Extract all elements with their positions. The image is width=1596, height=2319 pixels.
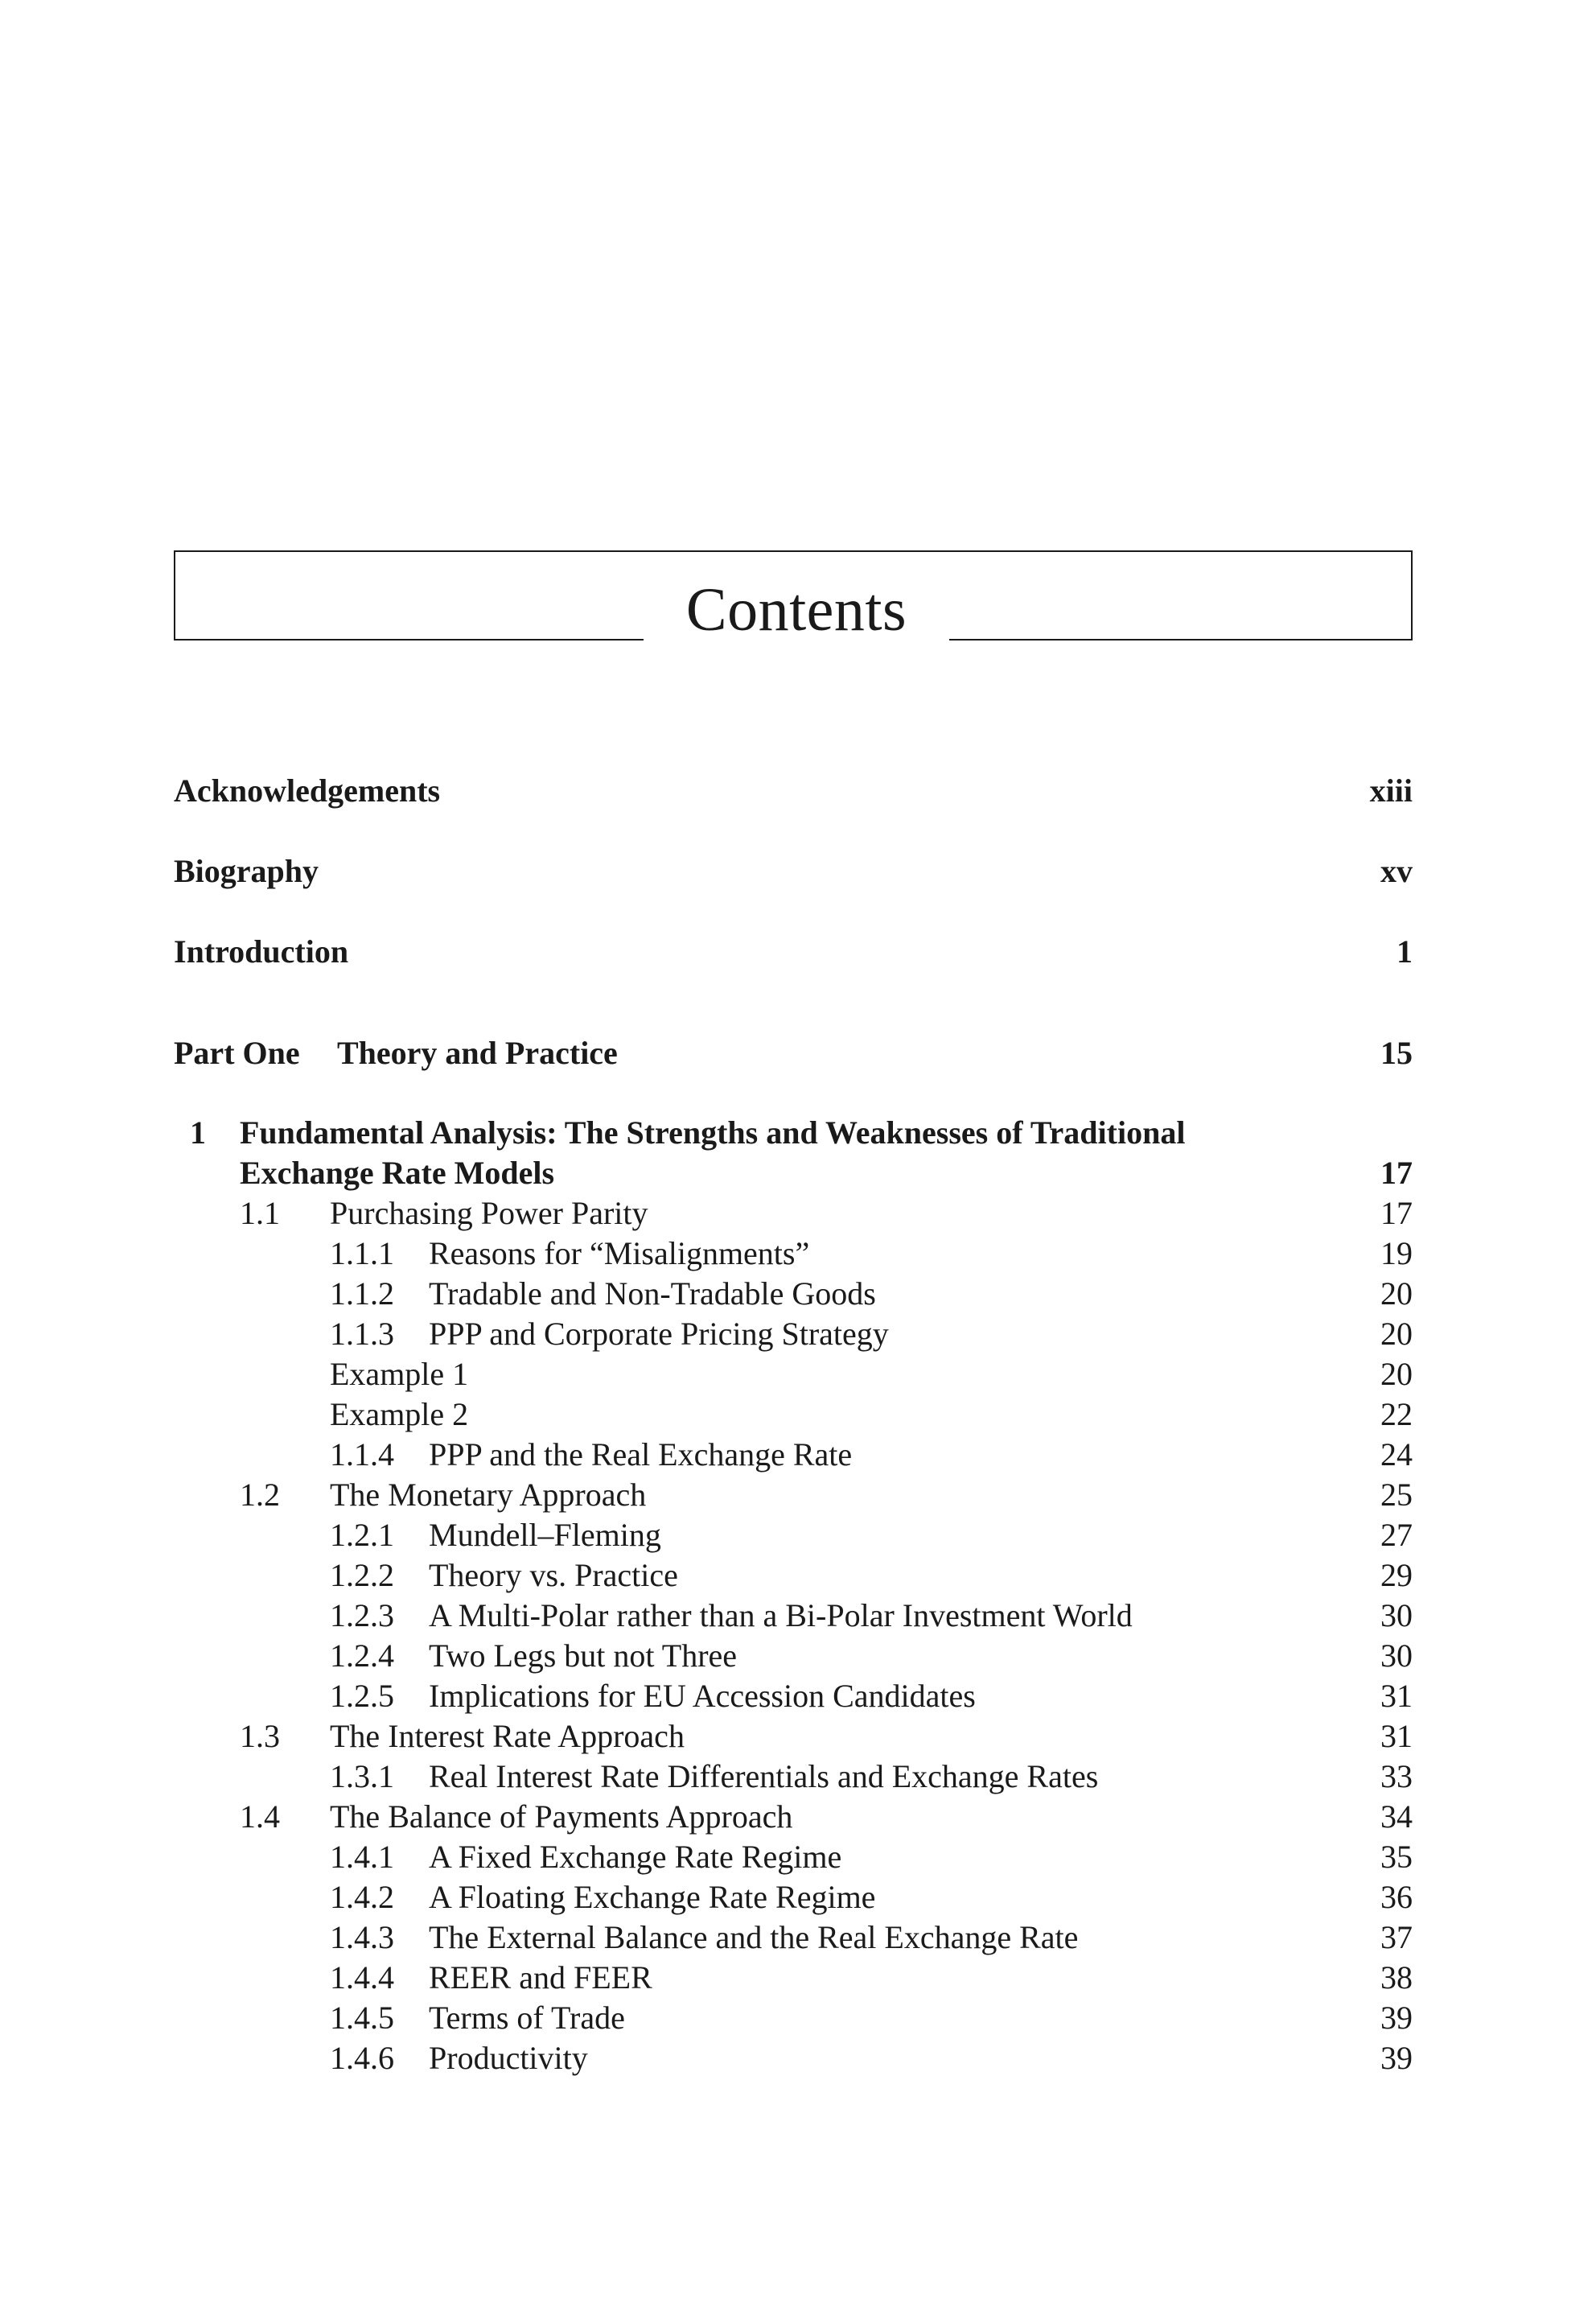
- toc-entry-label: Example 1: [330, 1356, 469, 1392]
- toc-entry-label: The Balance of Payments Approach: [330, 1798, 793, 1835]
- toc-entry-example: [174, 1354, 1413, 1394]
- toc-part-label: Theory and Practice: [337, 1035, 618, 1071]
- toc-entry-page: 36: [1380, 1879, 1413, 1915]
- toc-entry-number: 1.4.6: [330, 2040, 394, 2076]
- toc-entry: [174, 1636, 1413, 1676]
- toc-entry-page: 17: [1380, 1195, 1413, 1231]
- toc-entry-example: [174, 1394, 1413, 1435]
- toc-entry-page: 30: [1380, 1637, 1413, 1674]
- toc-entry-page: 30: [1380, 1597, 1413, 1633]
- toc-part-number: Part One: [174, 1035, 300, 1071]
- toc-entry-page: 19: [1380, 1235, 1413, 1271]
- toc-entry: [174, 1797, 1413, 1837]
- toc-entry-label: The External Balance and the Real Exchange Rate: [429, 1919, 1079, 1955]
- toc-entry-number: 1.2.3: [330, 1597, 394, 1633]
- toc-entry-label: Two Legs but not Three: [429, 1637, 738, 1674]
- toc-entry: [174, 1555, 1413, 1596]
- toc-entry-label: A Floating Exchange Rate Regime: [429, 1879, 876, 1915]
- toc-entry: [174, 1958, 1413, 1998]
- toc-entry: [174, 1435, 1413, 1475]
- toc-entry-number: 1.4.5: [330, 2000, 394, 2036]
- toc-entry: [174, 1716, 1413, 1757]
- toc-entry-page: 33: [1380, 1758, 1413, 1794]
- toc-chapter-page: 17: [1380, 1155, 1413, 1191]
- toc-entry: [174, 1596, 1413, 1636]
- toc-entry-acknowledgements: [174, 771, 1413, 811]
- toc-entry: [174, 1837, 1413, 1877]
- toc-entry-label: Theory vs. Practice: [429, 1557, 678, 1593]
- toc-entry-label: A Multi-Polar rather than a Bi-Polar Investment World: [429, 1597, 1133, 1633]
- toc-entry-label: REER and FEER: [429, 1959, 652, 1996]
- toc-entry-label: Introduction: [174, 933, 349, 970]
- toc-entry-page: xiii: [1369, 772, 1413, 809]
- toc-entry-number: 1.1.2: [330, 1275, 394, 1312]
- toc-entry: [174, 1917, 1413, 1958]
- toc-entry-label: Tradable and Non-Tradable Goods: [429, 1275, 876, 1312]
- toc-entry-number: 1.2.2: [330, 1557, 394, 1593]
- toc-entry-number: 1.4.2: [330, 1879, 394, 1915]
- toc-entry-number: 1.4.3: [330, 1919, 394, 1955]
- toc-entry: [174, 1676, 1413, 1716]
- toc-part-page: 15: [1380, 1035, 1413, 1071]
- toc-entry-page: 35: [1380, 1839, 1413, 1875]
- toc-entry-page: 38: [1380, 1959, 1413, 1996]
- toc-entry: [174, 1314, 1413, 1354]
- toc-entry: [174, 1757, 1413, 1797]
- toc-chapter-1-continued: [174, 1153, 1413, 1193]
- toc-entry-label: Productivity: [429, 2040, 588, 2076]
- toc-entry-page: 24: [1380, 1436, 1413, 1473]
- toc-entry-label: Reasons for “Misalignments”: [429, 1235, 810, 1271]
- toc-entry-page: 39: [1380, 2040, 1413, 2076]
- toc-entry-number: 1.1.4: [330, 1436, 394, 1473]
- toc-entry-page: xv: [1380, 853, 1413, 889]
- toc-entry-label: Terms of Trade: [429, 2000, 625, 2036]
- toc-entry-page: 20: [1380, 1275, 1413, 1312]
- toc-entry-label: Mundell–Fleming: [429, 1517, 661, 1553]
- toc-entry-page: 29: [1380, 1557, 1413, 1593]
- toc-entry-number: 1.3: [240, 1718, 280, 1754]
- toc-entry: [174, 1475, 1413, 1515]
- toc-chapter-number: 1: [190, 1114, 206, 1151]
- toc-entry-page: 31: [1380, 1678, 1413, 1714]
- toc-entry-label: PPP and the Real Exchange Rate: [429, 1436, 853, 1473]
- toc-entry-number: 1.2.5: [330, 1678, 394, 1714]
- toc-entry-number: 1.1.3: [330, 1316, 394, 1352]
- toc-entry-label: The Interest Rate Approach: [330, 1718, 685, 1754]
- toc-entry-number: 1.1: [240, 1195, 280, 1231]
- toc-entry-page: 39: [1380, 2000, 1413, 2036]
- toc-entry-page: 22: [1380, 1396, 1413, 1432]
- toc-entry-label: Implications for EU Accession Candidates: [429, 1678, 976, 1714]
- toc-chapter-label-line1: Fundamental Analysis: The Strengths and Weaknesses of Traditional: [240, 1114, 1186, 1151]
- toc-entry: [174, 1877, 1413, 1917]
- toc-entry-label: Purchasing Power Parity: [330, 1195, 648, 1231]
- toc-part-one: [174, 1033, 1413, 1073]
- toc-entry-page: 25: [1380, 1477, 1413, 1513]
- toc-entry-page: 27: [1380, 1517, 1413, 1553]
- toc-entry-label: The Monetary Approach: [330, 1477, 647, 1513]
- toc-entry-introduction: [174, 932, 1413, 972]
- toc-entry: [174, 2038, 1413, 2078]
- toc-entry-number: 1.4.1: [330, 1839, 394, 1875]
- toc-entry-page: 37: [1380, 1919, 1413, 1955]
- toc-entry-label: A Fixed Exchange Rate Regime: [429, 1839, 842, 1875]
- toc-entry-label: Real Interest Rate Differentials and Exchange Rates: [429, 1758, 1099, 1794]
- toc-entry-label: Example 2: [330, 1396, 469, 1432]
- toc-entry-page: 34: [1380, 1798, 1413, 1835]
- toc-chapter-1: [174, 1113, 1413, 1153]
- toc-entry-number: 1.2.4: [330, 1637, 394, 1674]
- page-title: Contents: [644, 579, 949, 641]
- toc-entry: [174, 1193, 1413, 1234]
- toc-entry-number: 1.4.4: [330, 1959, 394, 1996]
- toc-entry: [174, 1515, 1413, 1555]
- toc-entry-number: 1.2.1: [330, 1517, 394, 1553]
- toc-entry-number: 1.1.1: [330, 1235, 394, 1271]
- toc-entry-label: Biography: [174, 853, 319, 889]
- toc-entry-number: 1.3.1: [330, 1758, 394, 1794]
- toc-entry: [174, 1234, 1413, 1274]
- toc-entry-page: 20: [1380, 1356, 1413, 1392]
- toc-entry-page: 31: [1380, 1718, 1413, 1754]
- toc-entry-page: 20: [1380, 1316, 1413, 1352]
- toc-entry-label: PPP and Corporate Pricing Strategy: [429, 1316, 889, 1352]
- toc-entry: [174, 1274, 1413, 1314]
- toc-entry-biography: [174, 851, 1413, 892]
- toc-entry: [174, 1998, 1413, 2038]
- toc-entry-label: Acknowledgements: [174, 772, 441, 809]
- toc-entry-page: 1: [1396, 933, 1413, 970]
- toc-chapter-label-line2: Exchange Rate Models: [240, 1155, 555, 1191]
- toc-entry-number: 1.4: [240, 1798, 280, 1835]
- toc-entry-number: 1.2: [240, 1477, 280, 1513]
